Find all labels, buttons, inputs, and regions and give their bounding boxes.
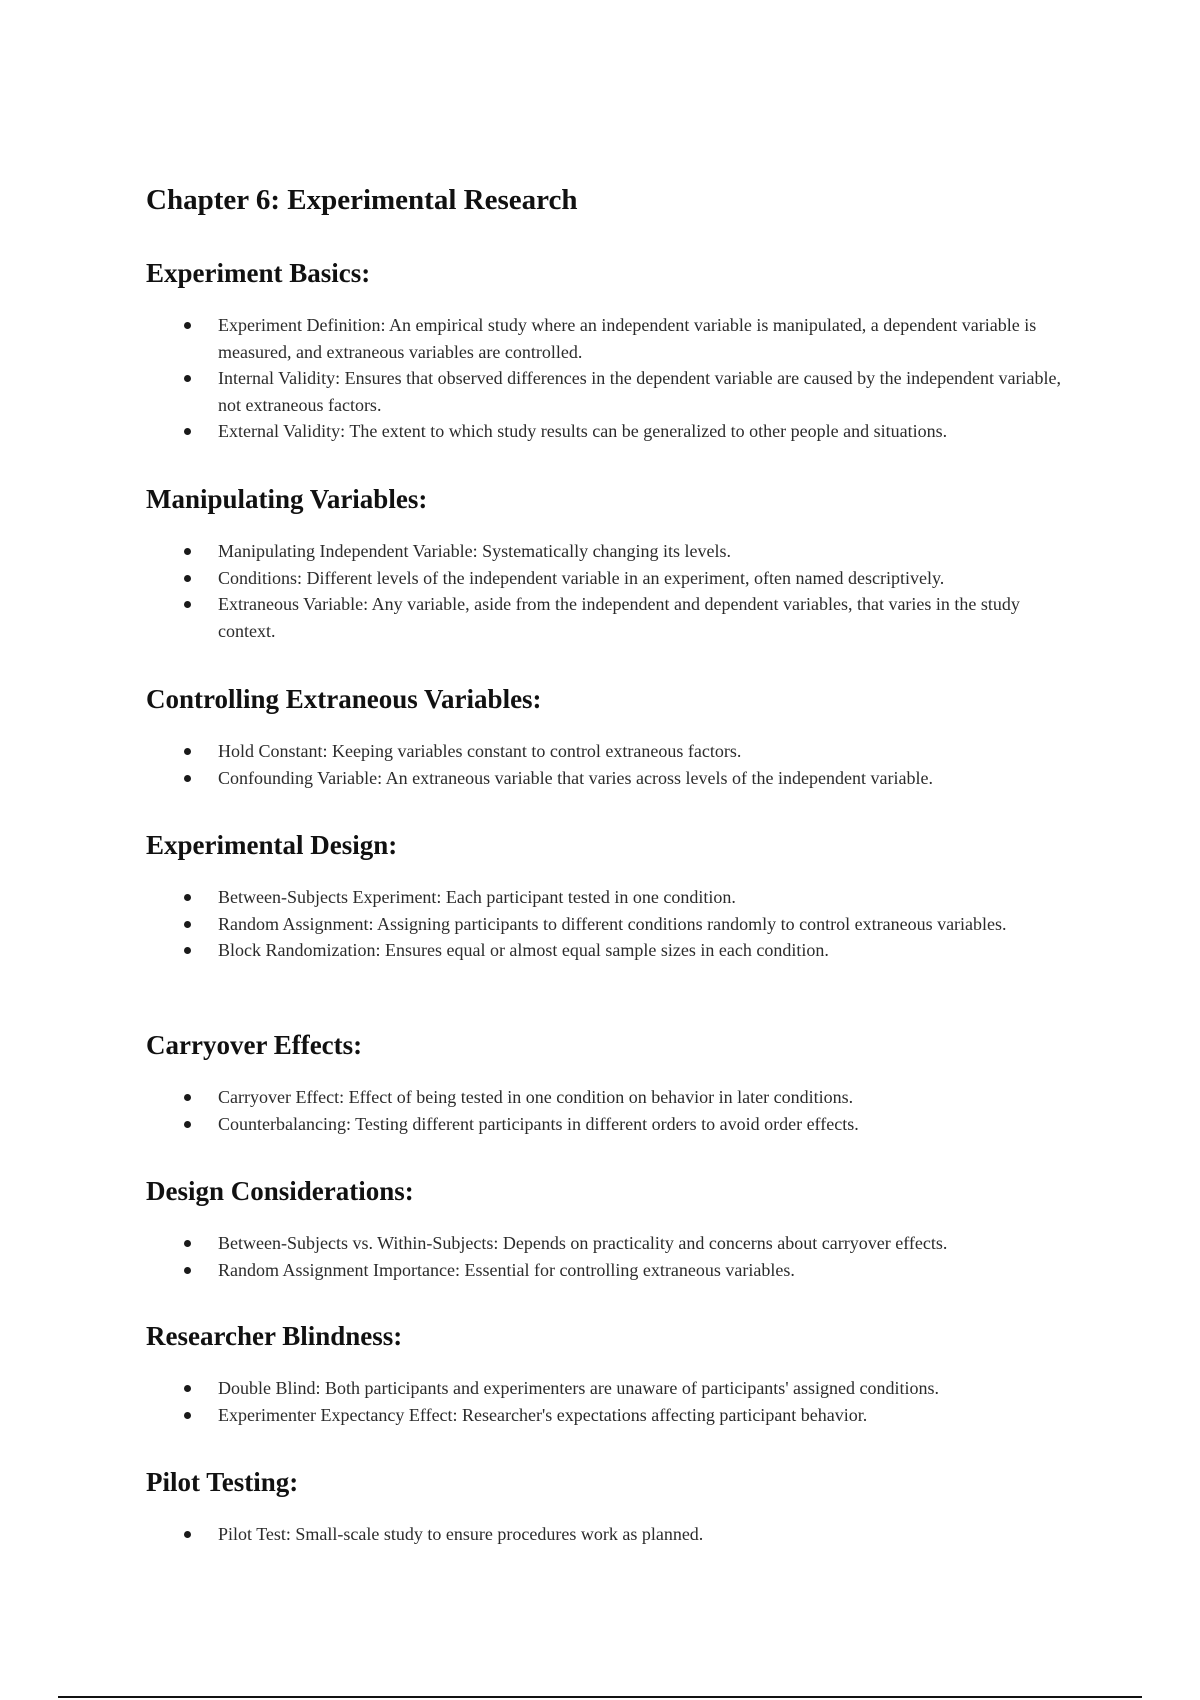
bullet-list	[146, 312, 1076, 445]
section-heading: Researcher Blindness:	[146, 1321, 403, 1351]
list-item: Random Assignment: Assigning participants to different conditions randomly to control extraneous variables.	[146, 911, 1076, 938]
bullet-icon	[184, 894, 191, 901]
list-item: Experiment Definition: An empirical study where an independent variable is manipulated, a dependent variable is measured, and extraneous variables are controlled.	[146, 312, 1076, 365]
bullet-icon	[184, 575, 191, 582]
bullet-list	[146, 1084, 1076, 1137]
section-researcher-blindness	[146, 1317, 1076, 1428]
section-controlling-extraneous-variables	[146, 680, 1076, 791]
page-bottom-rule	[58, 1696, 1142, 1698]
page-title: Chapter 6: Experimental Research	[146, 184, 578, 216]
list-item: Block Randomization: Ensures equal or almost equal sample sizes in each condition.	[146, 937, 1076, 964]
section-experiment-basics	[146, 254, 1076, 445]
section-experimental-design	[146, 826, 1076, 964]
list-item: Between-Subjects Experiment: Each participant tested in one condition.	[146, 884, 1076, 911]
bullet-icon	[184, 1094, 191, 1101]
section-heading: Experimental Design:	[146, 830, 398, 860]
bullet-icon	[184, 428, 191, 435]
list-item: Extraneous Variable: Any variable, aside from the independent and dependent variables, that varies in the study context.	[146, 591, 1076, 644]
bullet-icon	[184, 601, 191, 608]
bullet-list	[146, 1521, 1076, 1548]
list-item: Random Assignment Importance: Essential for controlling extraneous variables.	[146, 1257, 1076, 1284]
list-item: Pilot Test: Small-scale study to ensure procedures work as planned.	[146, 1521, 1076, 1548]
bullet-list	[146, 1375, 1076, 1428]
bullet-icon	[184, 1412, 191, 1419]
section-heading: Experiment Basics:	[146, 258, 371, 288]
list-item: Carryover Effect: Effect of being tested in one condition on behavior in later conditions.	[146, 1084, 1076, 1111]
section-heading: Carryover Effects:	[146, 1030, 363, 1060]
list-item: Conditions: Different levels of the independent variable in an experiment, often named descriptively.	[146, 565, 1076, 592]
bullet-list	[146, 1230, 1076, 1283]
list-item: Double Blind: Both participants and experimenters are unaware of participants' assigned conditions.	[146, 1375, 1076, 1402]
bullet-icon	[184, 1385, 191, 1392]
section-design-considerations	[146, 1172, 1076, 1283]
section-heading: Pilot Testing:	[146, 1467, 299, 1497]
list-item: Counterbalancing: Testing different participants in different orders to avoid order effects.	[146, 1111, 1076, 1138]
bullet-list	[146, 738, 1076, 791]
list-item: Experimenter Expectancy Effect: Researcher's expectations affecting participant behavior.	[146, 1402, 1076, 1429]
list-item: Confounding Variable: An extraneous variable that varies across levels of the independent variable.	[146, 765, 1076, 792]
bullet-icon	[184, 322, 191, 329]
bullet-icon	[184, 748, 191, 755]
bullet-icon	[184, 375, 191, 382]
bullet-icon	[184, 775, 191, 782]
section-heading: Manipulating Variables:	[146, 484, 428, 514]
bullet-icon	[184, 1121, 191, 1128]
bullet-icon	[184, 921, 191, 928]
bullet-list	[146, 884, 1076, 964]
section-pilot-testing	[146, 1463, 1076, 1548]
list-item: Between-Subjects vs. Within-Subjects: Depends on practicality and concerns about carryover effects.	[146, 1230, 1076, 1257]
bullet-list	[146, 538, 1076, 644]
list-item: Internal Validity: Ensures that observed differences in the dependent variable are caused by the independent variable, not extraneous factors.	[146, 365, 1076, 418]
bullet-icon	[184, 1531, 191, 1538]
list-item: Hold Constant: Keeping variables constant to control extraneous factors.	[146, 738, 1076, 765]
list-item: External Validity: The extent to which study results can be generalized to other people and situations.	[146, 418, 1076, 445]
bullet-icon	[184, 548, 191, 555]
list-item: Manipulating Independent Variable: Systematically changing its levels.	[146, 538, 1076, 565]
bullet-icon	[184, 1267, 191, 1274]
section-carryover-effects	[146, 1026, 1076, 1137]
bullet-icon	[184, 947, 191, 954]
section-heading: Controlling Extraneous Variables:	[146, 684, 542, 714]
section-manipulating-variables	[146, 480, 1076, 644]
bullet-icon	[184, 1240, 191, 1247]
section-heading: Design Considerations:	[146, 1176, 414, 1206]
